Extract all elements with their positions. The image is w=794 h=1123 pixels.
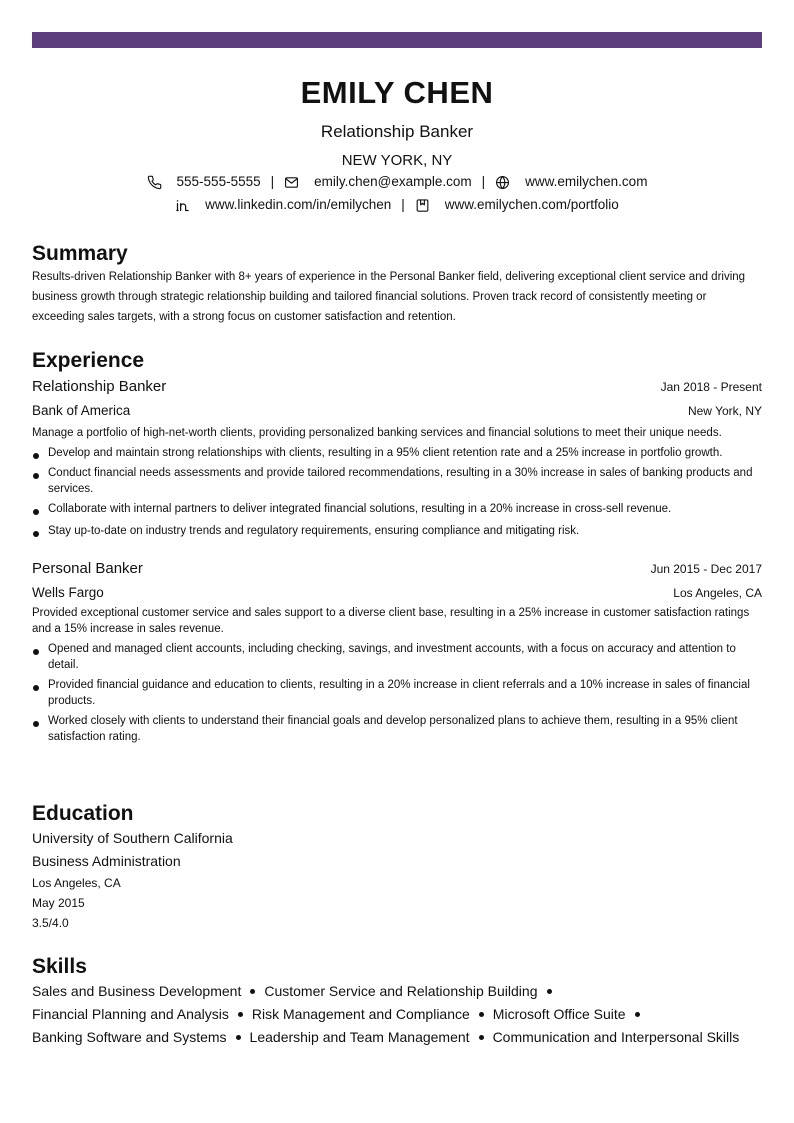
skill-item: Sales and Business Development bbox=[32, 983, 242, 999]
job-bullets bbox=[32, 641, 762, 745]
job-subheader bbox=[32, 583, 762, 603]
job-title: Personal Banker bbox=[32, 560, 143, 577]
job-company: Wells Fargo bbox=[32, 585, 104, 600]
contact-row-secondary bbox=[32, 196, 762, 214]
job-dates: Jun 2015 - Dec 2017 bbox=[650, 562, 762, 576]
phone-icon bbox=[147, 175, 162, 190]
skill-item: Risk Management and Compliance bbox=[251, 1006, 470, 1022]
education-section bbox=[32, 801, 762, 933]
skill-item: Customer Service and Relationship Building bbox=[264, 983, 538, 999]
list-item: Stay up-to-date on industry trends and regulatory requirements, ensuring compliance and mitigating risk. bbox=[32, 523, 762, 539]
bullet-dot bbox=[547, 989, 552, 994]
bullet-dot bbox=[479, 1035, 484, 1040]
job-header bbox=[32, 377, 762, 397]
job-header bbox=[32, 559, 762, 579]
job-entry bbox=[32, 377, 762, 539]
job-subheader bbox=[32, 401, 762, 421]
contact-separator: | bbox=[270, 174, 275, 189]
bullet-dot bbox=[479, 1012, 484, 1017]
skill-item: Microsoft Office Suite bbox=[492, 1006, 626, 1022]
linkedin-contact bbox=[175, 196, 391, 214]
mail-icon bbox=[284, 175, 299, 190]
list-item: Opened and managed client accounts, including checking, savings, and investment accounts, with a focus on accuracy and attention to detail. bbox=[32, 641, 762, 673]
job-location: Los Angeles, CA bbox=[673, 586, 762, 600]
summary-section bbox=[32, 241, 762, 327]
skill-item: Banking Software and Systems bbox=[32, 1029, 227, 1045]
education-date: May 2015 bbox=[32, 896, 85, 910]
job-description: Provided exceptional customer service and sales support to a diverse client base, resulting in a 25% increase in customer satisfaction ratings and a 15% increase in sales revenue. bbox=[32, 607, 750, 635]
job-company: Bank of America bbox=[32, 403, 131, 418]
list-item: Collaborate with internal partners to deliver integrated financial solutions, resulting in a 20% increase in cross-sell revenue. bbox=[32, 501, 762, 517]
portfolio-contact bbox=[415, 196, 619, 214]
skill-item: Financial Planning and Analysis bbox=[32, 1006, 229, 1022]
bullet-dot bbox=[250, 989, 255, 994]
education-location: Los Angeles, CA bbox=[32, 876, 121, 890]
job-description: Manage a portfolio of high-net-worth clients, providing personalized banking services and financial solutions to meet their unique needs. bbox=[32, 427, 722, 439]
globe-icon bbox=[495, 175, 510, 190]
contact-separator: | bbox=[401, 197, 405, 212]
education-degree: Business Administration bbox=[32, 853, 181, 869]
job-title: Relationship Banker bbox=[32, 378, 167, 395]
summary-heading: Summary bbox=[32, 242, 128, 265]
education-gpa: 3.5/4.0 bbox=[32, 916, 69, 930]
summary-text: Results-driven Relationship Banker with 8+ years of experience in the Personal Banker field, delivering exceptional client service and driving business growth through strategic relationship building and tailored financial solutions. Proven track record of consistently meeting or exceeding sales targets, with a strong focus on customer satisfaction and retention. bbox=[32, 271, 746, 323]
website-contact bbox=[495, 173, 647, 191]
website-link[interactable]: www.emilychen.com bbox=[525, 174, 648, 189]
resume-header bbox=[32, 74, 762, 214]
email-contact bbox=[284, 173, 472, 191]
skills-row bbox=[32, 1026, 762, 1049]
skills-row bbox=[32, 980, 762, 1003]
contact-row-primary bbox=[32, 173, 762, 191]
skills-heading: Skills bbox=[32, 955, 87, 978]
contact-separator: | bbox=[481, 174, 486, 189]
skills-section bbox=[32, 954, 762, 1049]
skill-item: Communication and Interpersonal Skills bbox=[492, 1029, 740, 1045]
linkedin-link[interactable]: www.linkedin.com/in/emilychen bbox=[205, 197, 392, 212]
bullet-dot bbox=[635, 1012, 640, 1017]
experience-section bbox=[32, 348, 762, 745]
portfolio-link[interactable]: www.emilychen.com/portfolio bbox=[444, 197, 619, 212]
job-dates: Jan 2018 - Present bbox=[660, 380, 762, 394]
list-item: Develop and maintain strong relationships with clients, resulting in a 95% client retention rate and a 25% increase in portfolio growth. bbox=[32, 445, 762, 461]
list-item: Conduct financial needs assessments and provide tailored recommendations, resulting in a 30% increase in sales of banking products and services. bbox=[32, 465, 762, 497]
phone-number[interactable]: 555-555-5555 bbox=[176, 174, 261, 189]
email-link[interactable]: emily.chen@example.com bbox=[314, 174, 472, 189]
bookmark-icon bbox=[415, 198, 430, 213]
job-bullets bbox=[32, 445, 762, 539]
candidate-location: NEW YORK, NY bbox=[341, 152, 453, 169]
skill-item: Leadership and Team Management bbox=[249, 1029, 470, 1045]
skills-row bbox=[32, 1003, 762, 1026]
education-school: University of Southern California bbox=[32, 830, 233, 846]
linkedin-icon bbox=[175, 198, 190, 213]
bullet-dot bbox=[238, 1012, 243, 1017]
list-item: Provided financial guidance and education to clients, resulting in a 20% increase in client referrals and a 10% increase in sales of financial products. bbox=[32, 677, 762, 709]
phone-contact bbox=[147, 173, 261, 191]
list-item: Worked closely with clients to understand their financial goals and develop personalized plans to achieve them, resulting in a 95% client satisfaction rating. bbox=[32, 713, 762, 745]
job-entry bbox=[32, 559, 762, 745]
experience-heading: Experience bbox=[32, 349, 145, 372]
education-heading: Education bbox=[32, 802, 134, 825]
job-location: New York, NY bbox=[687, 404, 762, 418]
candidate-name: EMILY CHEN bbox=[300, 75, 494, 110]
candidate-role: Relationship Banker bbox=[320, 122, 474, 141]
bullet-dot bbox=[236, 1035, 241, 1040]
accent-bar bbox=[32, 32, 762, 48]
